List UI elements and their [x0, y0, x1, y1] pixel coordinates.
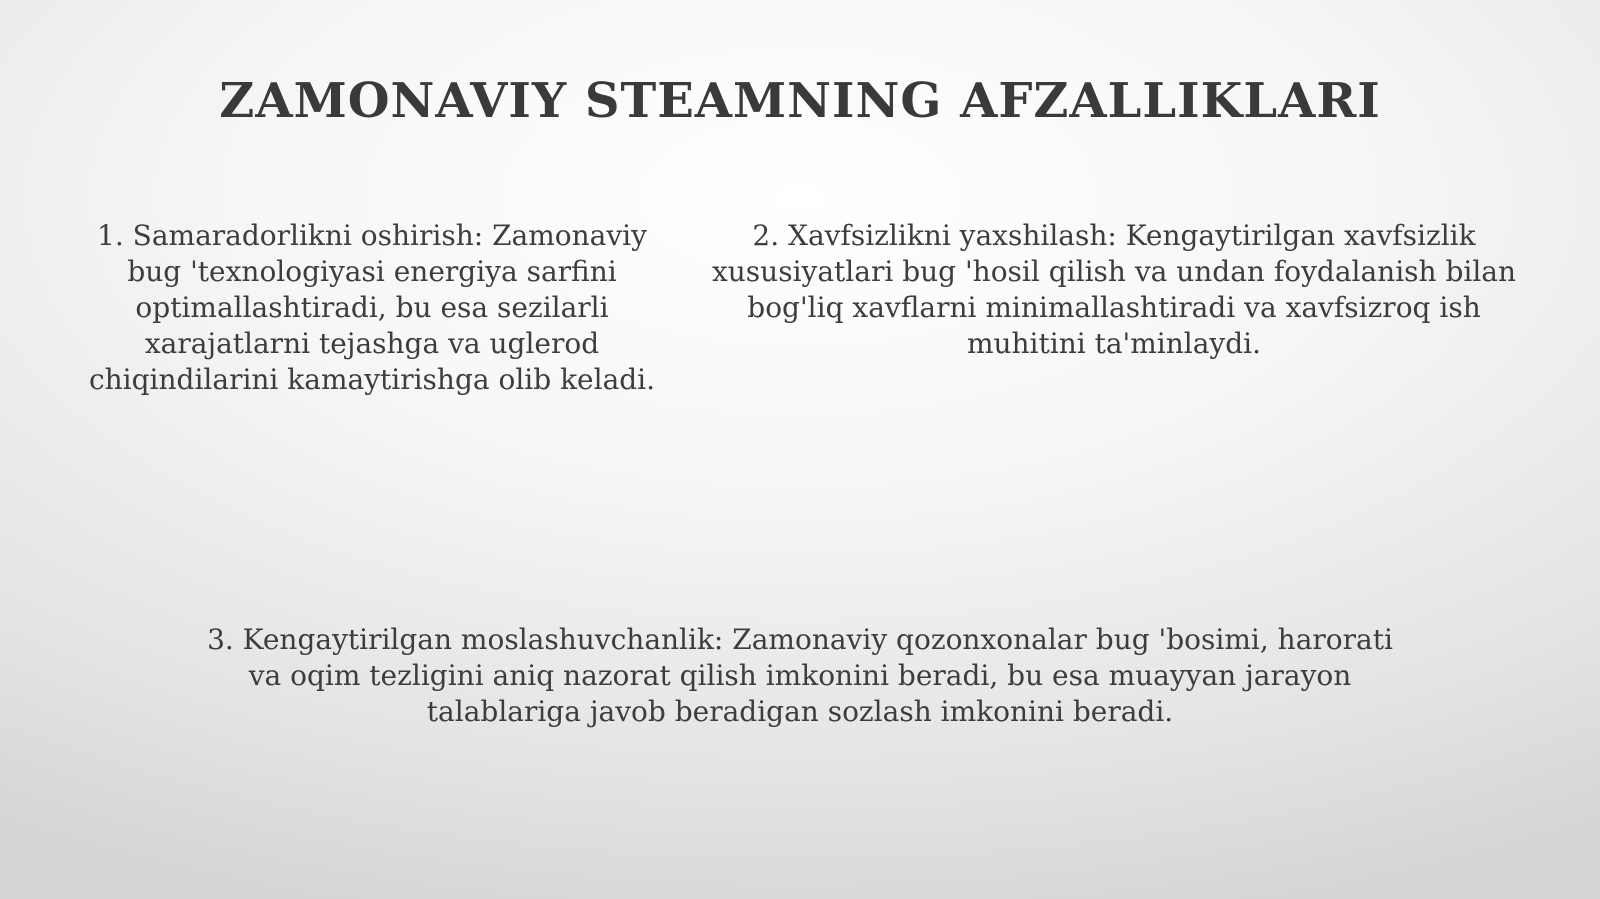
slide-title: ZAMONAVIY STEAMNING AFZALLIKLARI	[219, 73, 1381, 129]
benefit-point-safety: 2. Xavfsizlikni yaxshilash: Kengaytirilgan xavfsizlik xususiyatlari bug 'hosil qilish va undan foydalanish bilan bog'liq xavflarni minimallashtiradi va xavfsizroq ish muhitini ta'minlaydi.	[711, 219, 1517, 360]
benefit-point-efficiency: 1. Samaradorlikni oshirish: Zamonaviy bug 'texnologiyasi energiya sarfini optimallashtiradi, bu esa sezilarli xarajatlarni tejashga va uglerod chiqindilarini kamaytirishga olib keladi.	[88, 219, 656, 396]
benefit-point-flexibility: 3. Kengaytirilgan moslashuvchanlik: Zamonaviy qozonxonalar bug 'bosimi, harorati va oqim tezligini aniq nazorat qilish imkonini beradi, bu esa muayyan jarayon talablariga javob beradigan sozlash imkonini beradi.	[207, 623, 1393, 728]
